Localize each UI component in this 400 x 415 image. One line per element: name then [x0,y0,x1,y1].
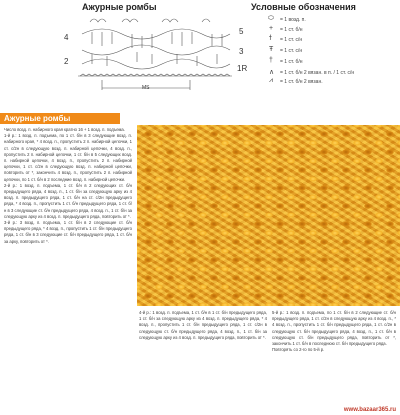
instructions-column-3 [272,310,396,406]
crochet-sample-photo [137,125,400,306]
stitch-icon: † [269,57,273,64]
row-label-4: 4 [64,33,69,42]
instructions-column-2 [139,310,267,413]
legend-title: Условные обозначения [251,2,356,12]
legend-item-7: = 1 ст. б/н 2 вязан. [280,79,323,85]
paragraph: 3-й р.: 3 возд. п. подъема, 1 ст. б/н в 2 следующие ст. б/н предыдущего ряда, * 4 возд. п., пропустить 1 ст. б/н предыдущего ряда, 1 ст. б/н в 3 следующие ст. б/н предыдущего ряда, 1 ст. б/н за арку, повторить от *. [4,220,132,244]
watermark: www.bazaar365.ru [343,407,396,413]
legend-item-1: = 1 возд. п. [280,17,306,23]
row-label-3: 3 [239,47,244,56]
instructions-column-1 [4,127,132,411]
row-label-2: 2 [64,57,69,66]
decrease-icon: ∧ [269,69,275,76]
diagram-title: Ажурные ромбы [82,2,157,12]
single-crochet-icon: + [269,25,274,32]
double-crochet-icon: ϯ [269,35,272,42]
paragraph: 2-й р.: 1 возд. п. подъема, 1 ст. б/н в 2 следующих ст. б/н предыдущего ряда, 4 возд. п., 1 ст. б/н за следующую арку из 4 возд. п. предыдущего ряда, 1 ст. б/н на ст. с/2н предыдущего ряда, * 4 возд. п., пропустить 1 ст. б/н предыдущего ряда, 1 ст. б/н в 3 следующие ст. б/н предыдущего ряда, 4 возд. п., 1 ст. б/н за следующую арку из 4 возд. п. предыдущего ряда, повторить от *. [4,182,132,219]
decrease-2-icon: ⩘ [269,77,273,84]
paragraph: 4-й р.: 1 возд. п. подъема, 1 ст. б/н в 1 ст. б/н предыдущего ряда, 1 ст. б/н за следующую арку из 4 возд. п. предыдущего ряда, * 4 возд. п., пропустить 1 ст. б/н предыдущего ряда, 1 ст. с/2н в следующую ст. б/н предыдущего ряда, 4 возд. п., 1 ст. б/н за следующую арку из 4 возд. п. предыдущего ряда, повторить от *. [139,310,267,340]
legend-item-2: = 1 ст. б/н [280,27,303,33]
treble-crochet-icon: Ŧ [269,46,274,53]
paragraph: 5-й р.: 1 возд. п. подъема, по 1 ст. б/н в 2 следующие ст. б/н предыдущего ряда, 1 ст. с/2н в следующую арку из 4 возд. п., * 4 возд. п., пропустить 1 ст. б/н предыдущего ряда, 1 ст. с/2н в следующую ст. б/н предыдущего ряда, 4 возд. п., 1 ст. б/н в следующую ст. б/н предыдущего ряда, повторить от *, закончить 1 ст. б/н в последнюю ст. б/н предыдущего ряда. [272,310,396,347]
row-label-5: 5 [239,27,244,36]
legend-item-4: = 1 ст. с/н [280,48,303,54]
paragraph: Повторять со 2-го по 5-й р. [272,347,325,353]
chain-stitch-icon: ⬭ [268,15,274,22]
crochet-diagram [62,14,242,106]
paragraph: Число возд. п. набирного края кратно 16 + 1 возд. п. подъема. [4,127,125,132]
section-title: Ажурные ромбы [0,113,120,124]
repeat-label: MS [142,85,150,91]
paragraph: 1-й р.: 1 возд. п. подъема, по 1 ст. б/н в 3 следующие возд. п. набирного края, * 4 возд. п., пропустить 2 п. набирной цепочки, 1 ст. с/2н в следующую возд. п. набирной цепочки, 4 возд. п., пропустить 2 п. набирной цепочки, 1 ст. б/н в 5 следующих возд. п. набирной цепочки, 4 возд. п., пропустить 2 п. набирной цепочки, 1 ст. с/2н в следующую возд. п. набирной цепочки, повторить от *, закончить 4 возд. п., пропустить 2 п. набирной цепочки, по 1 ст. б/н в 2 последние возд. п. набирной цепочки. [4,133,132,182]
legend-item-3: = 1 ст. с/н [280,37,303,43]
row-label-1r: 1R [237,64,248,73]
legend-item-5: = 1 ст. б/н [280,59,303,65]
legend-item-6: = 1 ст. б/н 2 вязан. в п. / 1 ст. с/н [280,70,355,76]
